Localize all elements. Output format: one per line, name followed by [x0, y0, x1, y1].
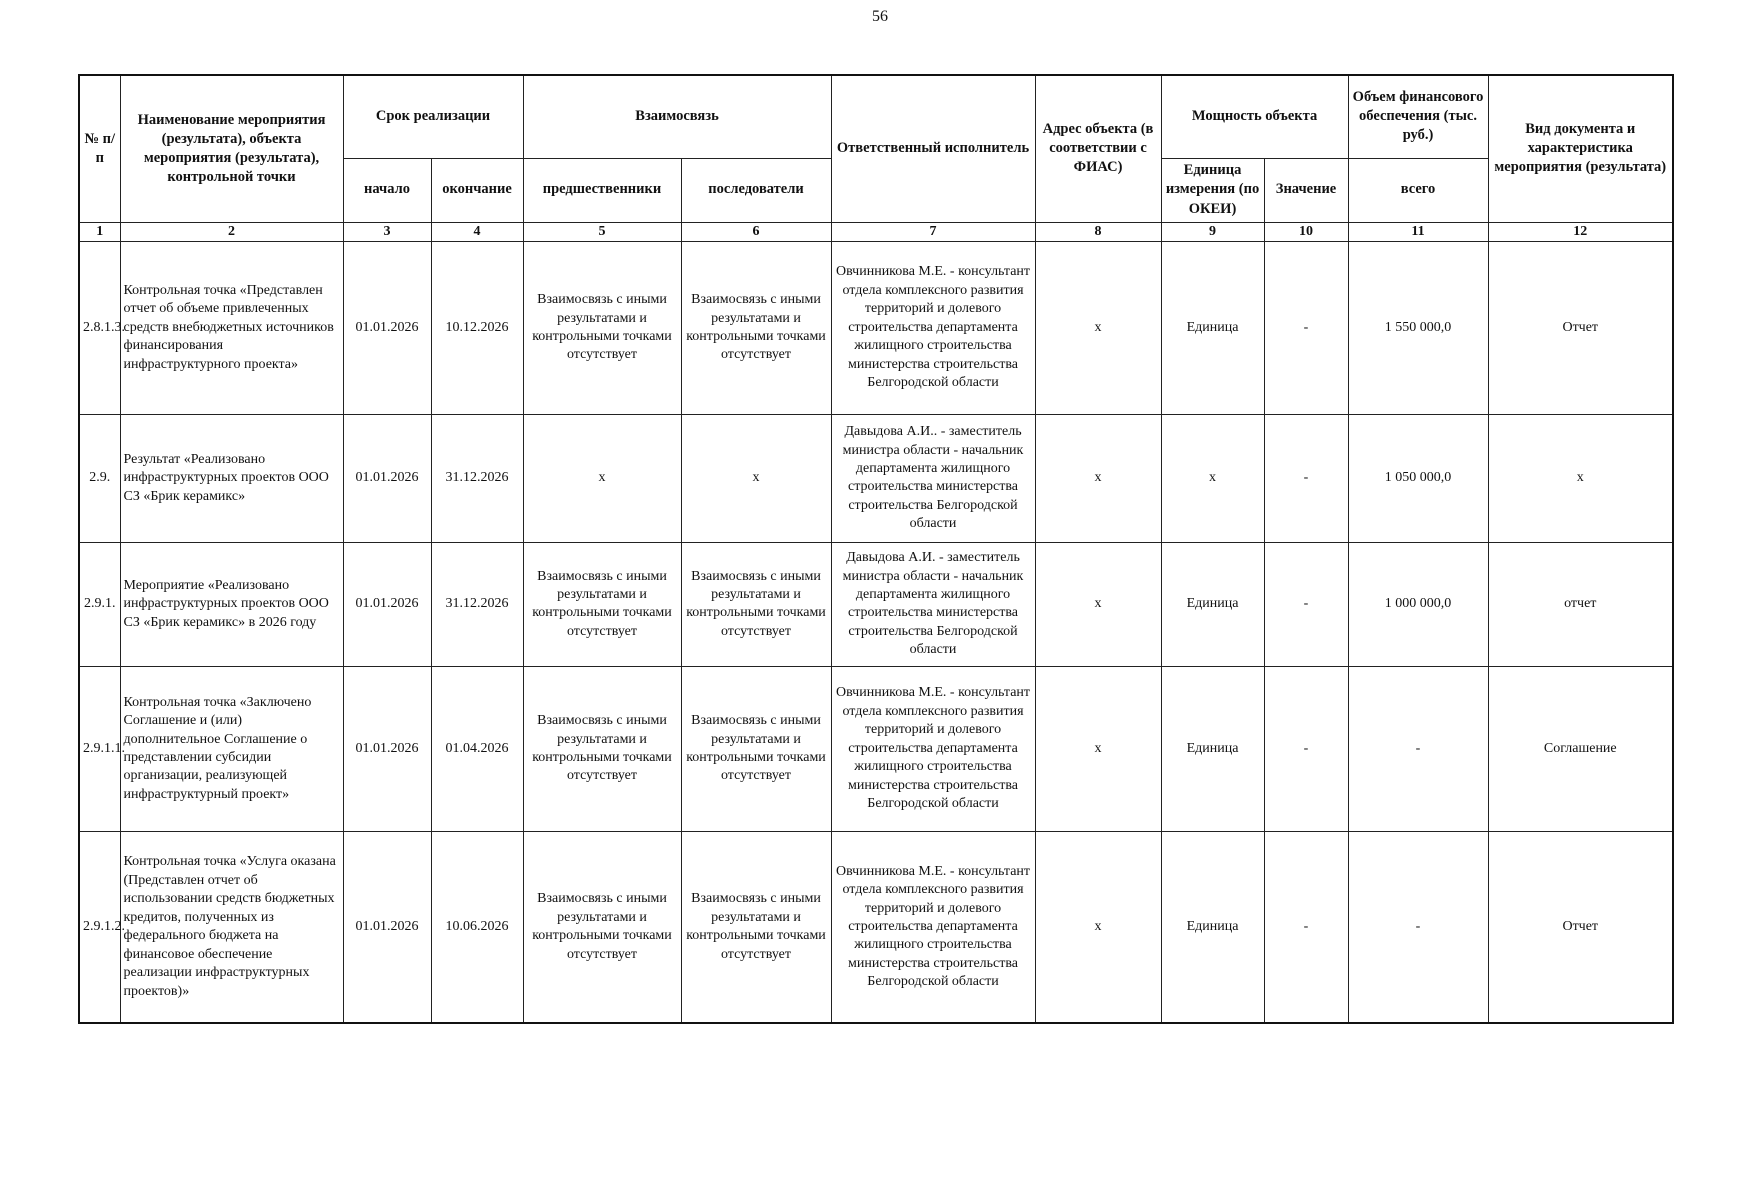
row-name: Мероприятие «Реализовано инфраструктурных проектов ООО СЗ «Брик керамикс» в 2026 году	[120, 542, 343, 666]
row-number: 2.9.1.	[79, 542, 120, 666]
row-value: -	[1264, 414, 1348, 542]
table-body	[79, 241, 1673, 1023]
row-end: 10.12.2026	[431, 241, 523, 414]
row-unit: Единица	[1161, 241, 1264, 414]
row-predecessors: Взаимосвязь с иными результатами и контрольными точками отсутствует	[523, 241, 681, 414]
row-number: 2.8.1.3.	[79, 241, 120, 414]
row-value: -	[1264, 542, 1348, 666]
column-number: 10	[1264, 222, 1348, 241]
column-number: 1	[79, 222, 120, 241]
header-finance: Объем финансового обеспечения (тыс. руб.)	[1348, 75, 1488, 158]
row-end: 10.06.2026	[431, 831, 523, 1023]
column-number: 7	[831, 222, 1035, 241]
row-doc: Отчет	[1488, 241, 1673, 414]
row-address: х	[1035, 666, 1161, 831]
row-end: 01.04.2026	[431, 666, 523, 831]
row-total: -	[1348, 831, 1488, 1023]
header-responsible: Ответственный исполнитель	[831, 75, 1035, 222]
row-value: -	[1264, 666, 1348, 831]
row-value: -	[1264, 241, 1348, 414]
row-unit: Единица	[1161, 666, 1264, 831]
row-successors: Взаимосвязь с иными результатами и контрольными точками отсутствует	[681, 831, 831, 1023]
column-number: 8	[1035, 222, 1161, 241]
row-total: 1 550 000,0	[1348, 241, 1488, 414]
row-name: Контрольная точка «Заключено Соглашение и (или) дополнительное Соглашение о представлении субсидии организации, реализующей инфраструктурный проект»	[120, 666, 343, 831]
row-predecessors: х	[523, 414, 681, 542]
header-doc: Вид документа и характеристика мероприятия (результата)	[1488, 75, 1673, 222]
row-address: х	[1035, 414, 1161, 542]
table-row	[79, 542, 1673, 666]
header-end: окончание	[431, 158, 523, 222]
row-responsible: Овчинникова М.Е. - консультант отдела комплексного развития территорий и долевого строительства департамента жилищного строительства министерства строительства Белгородской области	[831, 666, 1035, 831]
row-start: 01.01.2026	[343, 831, 431, 1023]
row-responsible: Давыдова А.И. - заместитель министра области - начальник департамента жилищного строительства министерства строительства Белгородской области	[831, 542, 1035, 666]
header-name: Наименование мероприятия (результата), объекта мероприятия (результата), контрольной точки	[120, 75, 343, 222]
row-successors: Взаимосвязь с иными результатами и контрольными точками отсутствует	[681, 241, 831, 414]
row-total: 1 000 000,0	[1348, 542, 1488, 666]
header-address: Адрес объекта (в соответствии с ФИАС)	[1035, 75, 1161, 222]
header-capacity: Мощность объекта	[1161, 75, 1348, 158]
column-number: 2	[120, 222, 343, 241]
row-unit: х	[1161, 414, 1264, 542]
row-start: 01.01.2026	[343, 414, 431, 542]
column-number: 5	[523, 222, 681, 241]
column-number: 6	[681, 222, 831, 241]
header-predecessors: предшественники	[523, 158, 681, 222]
row-doc: х	[1488, 414, 1673, 542]
column-number: 4	[431, 222, 523, 241]
table-row	[79, 241, 1673, 414]
row-responsible: Давыдова А.И.. - заместитель министра области - начальник департамента жилищного строительства министерства строительства Белгородской области	[831, 414, 1035, 542]
row-number: 2.9.	[79, 414, 120, 542]
column-number: 11	[1348, 222, 1488, 241]
page-number: 56	[872, 8, 888, 25]
row-successors: Взаимосвязь с иными результатами и контрольными точками отсутствует	[681, 666, 831, 831]
row-responsible: Овчинникова М.Е. - консультант отдела комплексного развития территорий и долевого строительства департамента жилищного строительства министерства строительства Белгородской области	[831, 241, 1035, 414]
row-end: 31.12.2026	[431, 542, 523, 666]
plan-table	[78, 74, 1674, 1024]
row-start: 01.01.2026	[343, 542, 431, 666]
row-number: 2.9.1.2.	[79, 831, 120, 1023]
row-doc: отчет	[1488, 542, 1673, 666]
row-successors: Взаимосвязь с иными результатами и контрольными точками отсутствует	[681, 542, 831, 666]
column-number: 3	[343, 222, 431, 241]
row-name: Контрольная точка «Услуга оказана (Представлен отчет об использовании средств бюджетных кредитов, полученных из федерального бюджета на финансовое обеспечение реализации инфраструктурных проектов)»	[120, 831, 343, 1023]
row-start: 01.01.2026	[343, 241, 431, 414]
row-end: 31.12.2026	[431, 414, 523, 542]
row-address: х	[1035, 542, 1161, 666]
row-start: 01.01.2026	[343, 666, 431, 831]
row-predecessors: Взаимосвязь с иными результатами и контрольными точками отсутствует	[523, 666, 681, 831]
row-doc: Отчет	[1488, 831, 1673, 1023]
row-doc: Соглашение	[1488, 666, 1673, 831]
column-number-row	[79, 222, 1673, 241]
table-row	[79, 831, 1673, 1023]
row-total: 1 050 000,0	[1348, 414, 1488, 542]
row-successors: х	[681, 414, 831, 542]
header-successors: последователи	[681, 158, 831, 222]
header-no: № п/п	[79, 75, 120, 222]
row-address: х	[1035, 831, 1161, 1023]
header-period: Срок реализации	[343, 75, 523, 158]
header-total: всего	[1348, 158, 1488, 222]
row-predecessors: Взаимосвязь с иными результатами и контрольными точками отсутствует	[523, 542, 681, 666]
table-row	[79, 414, 1673, 542]
row-responsible: Овчинникова М.Е. - консультант отдела комплексного развития территорий и долевого строительства департамента жилищного строительства министерства строительства Белгородской области	[831, 831, 1035, 1023]
column-number: 12	[1488, 222, 1673, 241]
column-number: 9	[1161, 222, 1264, 241]
row-unit: Единица	[1161, 831, 1264, 1023]
row-name: Результат «Реализовано инфраструктурных проектов ООО СЗ «Брик керамикс»	[120, 414, 343, 542]
header-unit: Единица измерения (по ОКЕИ)	[1161, 158, 1264, 222]
row-number: 2.9.1.1.	[79, 666, 120, 831]
header-value: Значение	[1264, 158, 1348, 222]
header-relation: Взаимосвязь	[523, 75, 831, 158]
row-total: -	[1348, 666, 1488, 831]
row-address: х	[1035, 241, 1161, 414]
row-predecessors: Взаимосвязь с иными результатами и контрольными точками отсутствует	[523, 831, 681, 1023]
table-row	[79, 666, 1673, 831]
header-start: начало	[343, 158, 431, 222]
row-value: -	[1264, 831, 1348, 1023]
row-unit: Единица	[1161, 542, 1264, 666]
row-name: Контрольная точка «Представлен отчет об объеме привлеченных средств внебюджетных источников финансирования инфраструктурного проекта»	[120, 241, 343, 414]
table-header	[79, 75, 1673, 241]
